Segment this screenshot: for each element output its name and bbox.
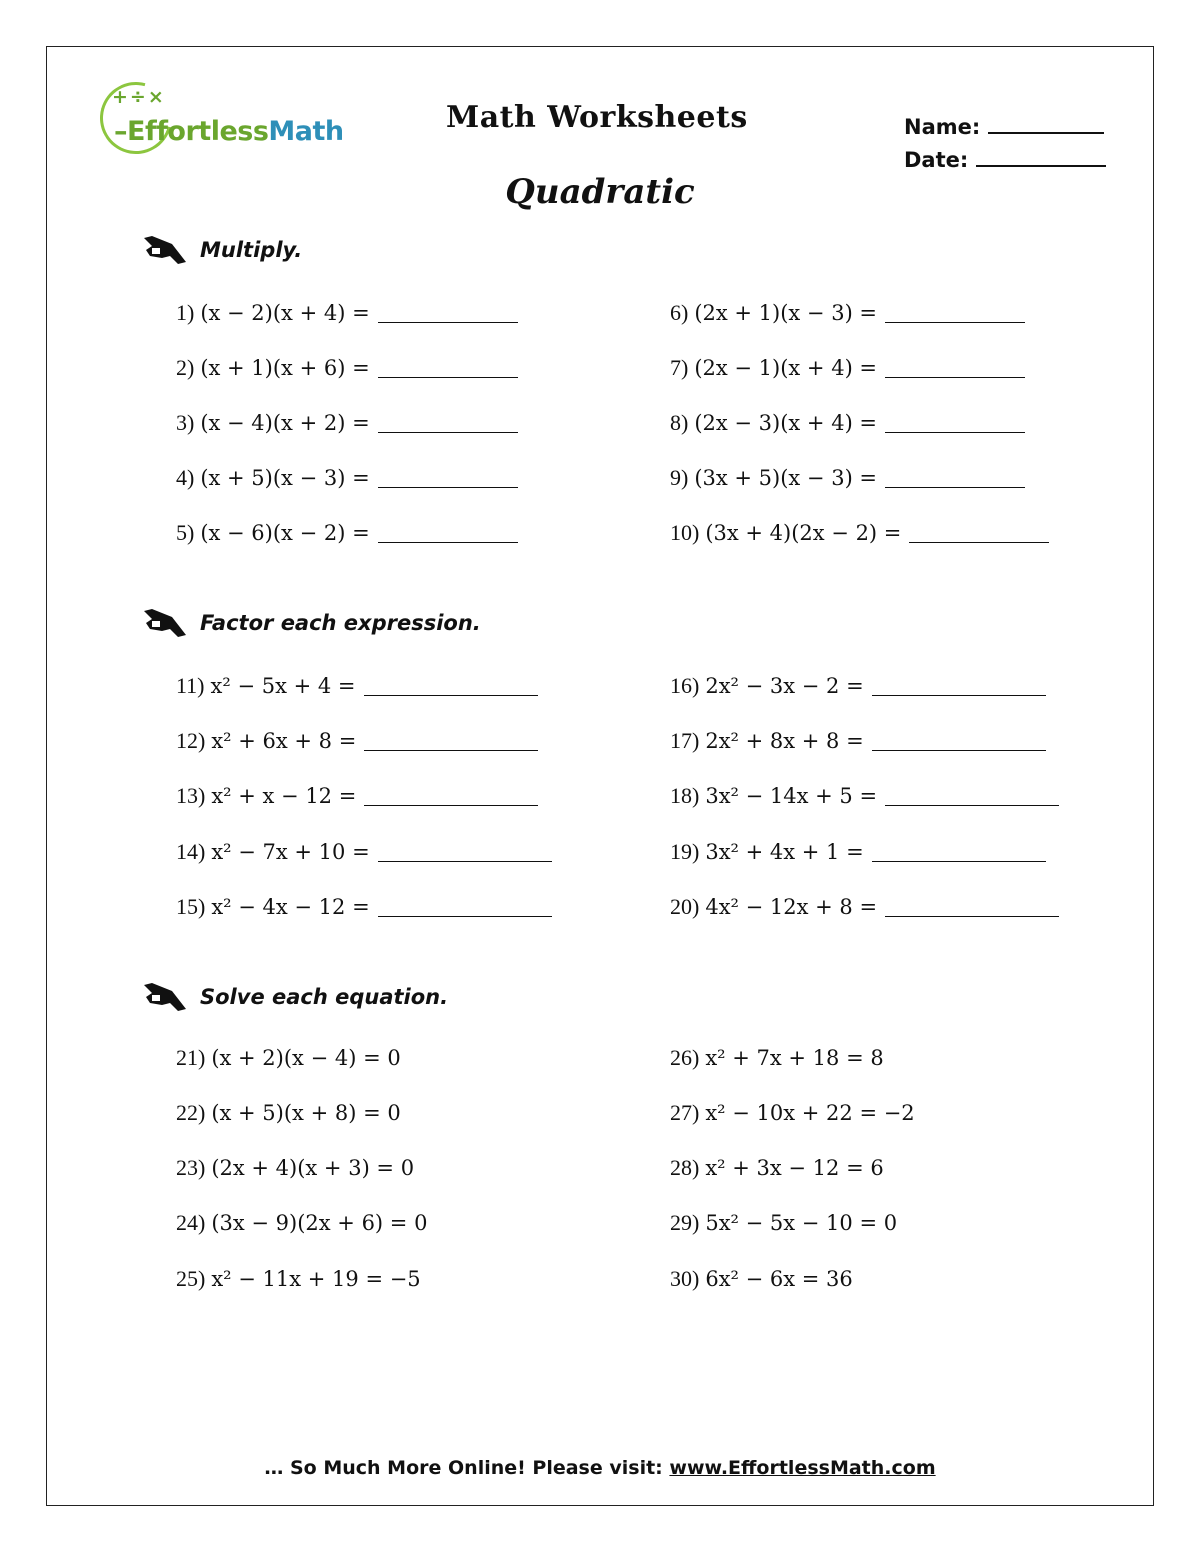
problem-24 (176, 1210, 427, 1236)
problem-number: 17) (670, 728, 700, 753)
problem-expression: (2x − 1)(x + 4) = (694, 356, 878, 380)
answer-blank[interactable] (378, 487, 518, 488)
problem-12 (176, 728, 538, 754)
problem-19 (670, 839, 1046, 865)
problem-number: 8) (670, 410, 689, 435)
problem-1 (176, 300, 518, 326)
problem-expression: 2x² + 8x + 8 = (705, 729, 864, 753)
problem-expression: 3x² + 4x + 1 = (705, 840, 864, 864)
problem-number: 29) (670, 1210, 700, 1235)
problem-25 (176, 1266, 421, 1292)
section-solve (142, 977, 448, 1017)
date-label: Date: (904, 148, 969, 172)
footer-text: … So Much More Online! Please visit: (264, 1457, 670, 1479)
pencil-hand-icon (142, 981, 190, 1013)
answer-blank[interactable] (885, 322, 1025, 323)
problem-expression: x² − 5x + 4 = (210, 674, 356, 698)
answer-blank[interactable] (364, 805, 538, 806)
answer-blank[interactable] (885, 805, 1059, 806)
problem-expression: 4x² − 12x + 8 = (705, 895, 878, 919)
problem-expression: (x − 4)(x + 2) = (200, 411, 370, 435)
answer-blank[interactable] (872, 695, 1046, 696)
effortless-math-logo (100, 82, 350, 160)
answer-blank[interactable] (378, 542, 518, 543)
problem-expression: (x + 5)(x − 3) = (200, 466, 370, 490)
problem-11 (176, 673, 538, 699)
problem-28 (670, 1155, 884, 1181)
pencil-hand-icon (142, 234, 190, 266)
problem-expression: x² − 4x − 12 = (211, 895, 370, 919)
problem-expression: (x − 2)(x + 4) = (200, 301, 370, 325)
problem-number: 4) (176, 465, 195, 490)
section-title: Multiply. (200, 238, 303, 262)
problem-expression: (2x + 4)(x + 3) = 0 (211, 1156, 415, 1180)
problem-number: 28) (670, 1155, 700, 1180)
problem-8 (670, 410, 1025, 436)
problem-number: 24) (176, 1210, 206, 1235)
problem-expression: 6x² − 6x = 36 (705, 1267, 853, 1291)
answer-blank[interactable] (378, 377, 518, 378)
problem-expression: x² + 7x + 18 = 8 (705, 1046, 884, 1070)
problem-expression: 2x² − 3x − 2 = (705, 674, 864, 698)
logo-text-effortless: –Effortless (114, 116, 269, 147)
answer-blank[interactable] (872, 861, 1046, 862)
problem-expression: 5x² − 5x − 10 = 0 (705, 1211, 898, 1235)
answer-blank[interactable] (909, 542, 1049, 543)
footer (0, 1457, 1200, 1479)
pencil-hand-icon (142, 607, 190, 639)
name-blank[interactable] (988, 132, 1104, 134)
problem-expression: (x + 2)(x − 4) = 0 (211, 1046, 401, 1070)
problem-expression: (x − 6)(x − 2) = (200, 521, 370, 545)
problem-expression: (2x + 1)(x − 3) = (694, 301, 878, 325)
date-row (904, 139, 1106, 172)
problem-4 (176, 465, 518, 491)
problem-number: 9) (670, 465, 689, 490)
answer-blank[interactable] (378, 322, 518, 323)
problem-number: 1) (176, 300, 195, 325)
problem-18 (670, 783, 1059, 809)
problem-15 (176, 894, 552, 920)
problem-13 (176, 783, 538, 809)
problem-22 (176, 1100, 401, 1126)
section-multiply (142, 230, 302, 270)
problem-number: 19) (670, 839, 700, 864)
problem-number: 15) (176, 894, 206, 919)
problem-23 (176, 1155, 414, 1181)
problem-number: 5) (176, 520, 195, 545)
problem-number: 11) (176, 673, 205, 698)
problem-number: 2) (176, 355, 195, 380)
problem-number: 25) (176, 1266, 206, 1291)
logo-text (114, 116, 344, 147)
problem-16 (670, 673, 1046, 699)
problem-7 (670, 355, 1025, 381)
problem-number: 13) (176, 783, 206, 808)
problem-expression: x² − 10x + 22 = −2 (705, 1101, 915, 1125)
problem-5 (176, 520, 518, 546)
answer-blank[interactable] (378, 861, 552, 862)
problem-number: 20) (670, 894, 700, 919)
problem-number: 21) (176, 1045, 206, 1070)
problem-expression: 3x² − 14x + 5 = (705, 784, 878, 808)
problem-29 (670, 1210, 897, 1236)
problem-number: 10) (670, 520, 700, 545)
problem-number: 27) (670, 1100, 700, 1125)
problem-20 (670, 894, 1059, 920)
problem-number: 6) (670, 300, 689, 325)
problem-expression: x² − 11x + 19 = −5 (211, 1267, 421, 1291)
date-blank[interactable] (976, 165, 1106, 167)
name-label: Name: (904, 115, 981, 139)
problem-26 (670, 1045, 884, 1071)
answer-blank[interactable] (885, 432, 1025, 433)
problem-expression: (x + 5)(x + 8) = 0 (211, 1101, 401, 1125)
problem-number: 7) (670, 355, 689, 380)
section-factor (142, 603, 481, 643)
name-date-block (904, 106, 1106, 172)
problem-30 (670, 1266, 853, 1292)
problem-6 (670, 300, 1025, 326)
problem-expression: x² + x − 12 = (211, 784, 357, 808)
problem-number: 3) (176, 410, 195, 435)
problem-number: 18) (670, 783, 700, 808)
problem-27 (670, 1100, 915, 1126)
section-title: Solve each equation. (200, 985, 449, 1009)
logo-symbols: +÷× (112, 86, 166, 108)
problem-expression: (x + 1)(x + 6) = (200, 356, 370, 380)
problem-expression: x² − 7x + 10 = (211, 840, 370, 864)
answer-blank[interactable] (364, 750, 538, 751)
problem-2 (176, 355, 518, 381)
problem-number: 16) (670, 673, 700, 698)
answer-blank[interactable] (378, 916, 552, 917)
answer-blank[interactable] (378, 432, 518, 433)
section-title: Factor each expression. (200, 611, 481, 635)
problem-number: 22) (176, 1100, 206, 1125)
problem-number: 30) (670, 1266, 700, 1291)
problem-number: 26) (670, 1045, 700, 1070)
answer-blank[interactable] (872, 750, 1046, 751)
topic-title: Quadratic (505, 172, 695, 212)
answer-blank[interactable] (885, 916, 1059, 917)
problem-17 (670, 728, 1046, 754)
problem-expression: x² + 3x − 12 = 6 (705, 1156, 884, 1180)
problem-expression: (3x + 4)(2x − 2) = (705, 521, 902, 545)
answer-blank[interactable] (885, 377, 1025, 378)
logo-text-math: Math (268, 116, 344, 147)
name-row (904, 106, 1106, 139)
problem-10 (670, 520, 1049, 546)
answer-blank[interactable] (885, 487, 1025, 488)
problem-expression: (3x − 9)(2x + 6) = 0 (211, 1211, 428, 1235)
problem-number: 23) (176, 1155, 206, 1180)
problem-number: 12) (176, 728, 206, 753)
problem-expression: (3x + 5)(x − 3) = (694, 466, 878, 490)
problem-3 (176, 410, 518, 436)
problem-number: 14) (176, 839, 206, 864)
problem-21 (176, 1045, 401, 1071)
problem-expression: (2x − 3)(x + 4) = (694, 411, 878, 435)
problem-9 (670, 465, 1025, 491)
problem-14 (176, 839, 552, 865)
worksheet-title: Math Worksheets (446, 100, 748, 135)
problem-expression: x² + 6x + 8 = (211, 729, 357, 753)
footer-link[interactable]: www.EffortlessMath.com (669, 1457, 936, 1479)
answer-blank[interactable] (364, 695, 538, 696)
